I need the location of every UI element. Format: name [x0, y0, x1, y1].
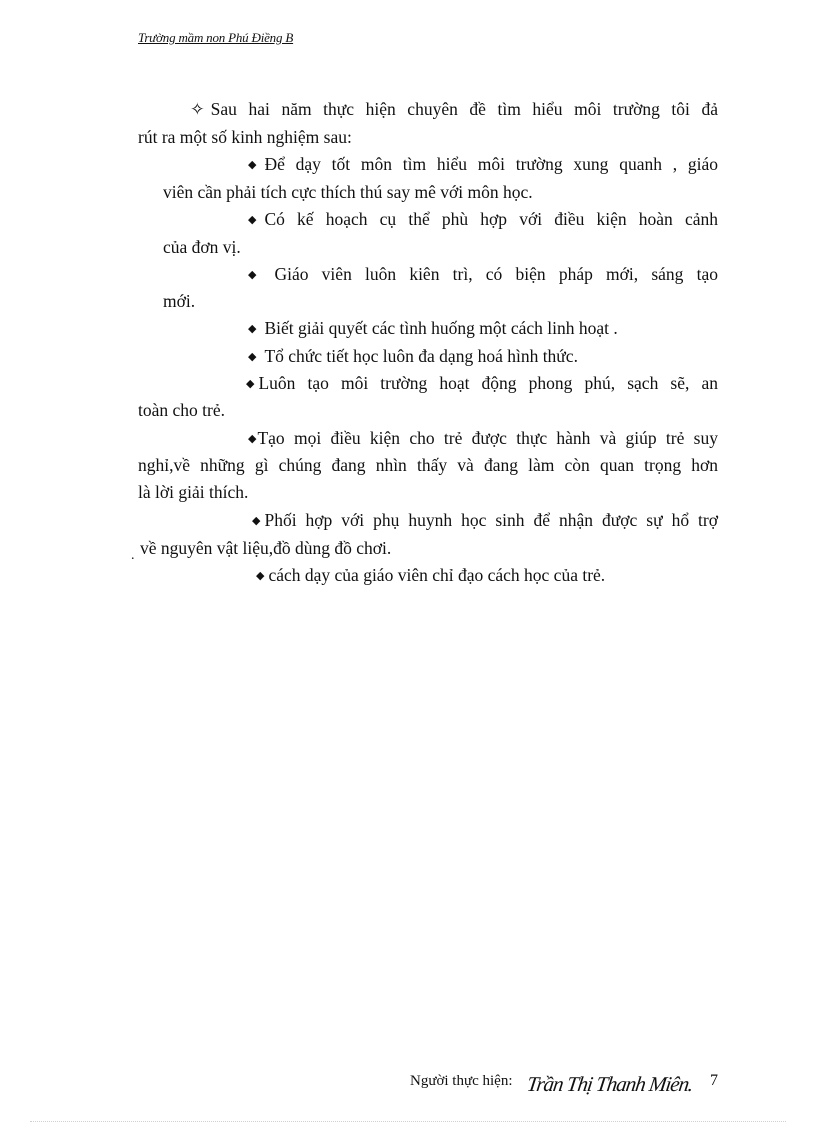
author-signature: Trần Thị Thanh Miên. [525, 1072, 695, 1096]
bullet-8 [252, 509, 718, 532]
page-header: Trường mầm non Phú Điềng B [138, 30, 294, 45]
bullet-1 [248, 153, 718, 176]
diamond-bullet-icon: ◆ [252, 515, 261, 527]
diamond-bullet-icon: ◆ [248, 351, 257, 363]
bullet-4-text: Biết giải quyết các tình huống một cách linh hoạt . [264, 318, 618, 338]
bullet-6-text: Luôn tạo môi trường hoạt động phong phú, sạch sẽ, an [258, 373, 718, 393]
bullet-3-text: Giáo viên luôn kiên trì, có biện pháp mới, sáng tạo [274, 264, 718, 284]
bullet-8-cont: về nguyên vật liệu,đồ dùng đồ chơi. [140, 538, 392, 558]
bullet-7-cont-1: nghỉ,về những gì chúng đang nhìn thấy và đang làm còn quan trọng hơn [138, 455, 718, 475]
diamond-bullet-icon: ◆ [256, 570, 265, 582]
bullet-2 [248, 208, 718, 231]
bullet-1-text: Để dạy tốt môn tìm hiểu môi trường xung quanh , giáo [264, 154, 718, 174]
diamond-bullet-icon: ◆ [248, 323, 257, 335]
bullet-7-cont-2: là lời giải thích. [138, 482, 249, 502]
diamond-bullet-icon: ◆ [246, 378, 255, 390]
page-number: 7 [710, 1072, 718, 1089]
bullet-2-cont: của đơn vị. [163, 237, 241, 257]
bullet-6 [246, 372, 718, 395]
bullet-6-cont: toàn cho trẻ. [138, 400, 225, 420]
intro-line-2: rút ra một số kinh nghiệm sau: [138, 127, 352, 147]
page-bottom-divider [30, 1121, 786, 1122]
bullet-1-cont: viên cần phải tích cực thích thú say mê với môn học. [163, 182, 533, 202]
bullet-3-cont: mới. [163, 291, 196, 311]
bullet-3 [248, 263, 718, 286]
sparkle-icon: ✧ [190, 99, 205, 119]
diamond-bullet-icon: ◆ [248, 214, 257, 226]
bullet-5-text: Tổ chức tiết học luôn đa dạng hoá hình thức. [264, 346, 578, 366]
intro-line-1 [190, 98, 718, 120]
diamond-bullet-icon: ◆ [248, 269, 257, 281]
bullet-2-text: Có kế hoạch cụ thể phù hợp với điều kiện hoàn cảnh [264, 209, 718, 229]
bullet-8-text: Phối hợp với phụ huynh học sinh để nhận được sự hổ trợ [264, 510, 718, 530]
bullet-9 [256, 564, 605, 587]
bullet-5 [248, 345, 578, 368]
stray-mark: . [131, 548, 135, 563]
diamond-bullet-icon: ◆ [248, 433, 257, 445]
footer-label: Người thực hiện: [410, 1073, 513, 1089]
diamond-bullet-icon: ◆ [248, 159, 257, 171]
bullet-4 [248, 317, 618, 340]
bullet-7 [248, 427, 718, 450]
intro-text: Sau hai năm thực hiện chuyên đề tìm hiểu môi trường tôi đả [210, 99, 718, 119]
bullet-9-text: cách dạy của giáo viên chỉ đạo cách học của trẻ. [268, 565, 606, 585]
bullet-7-text: Tạo mọi điều kiện cho trẻ được thực hành và giúp trẻ suy [257, 428, 718, 448]
